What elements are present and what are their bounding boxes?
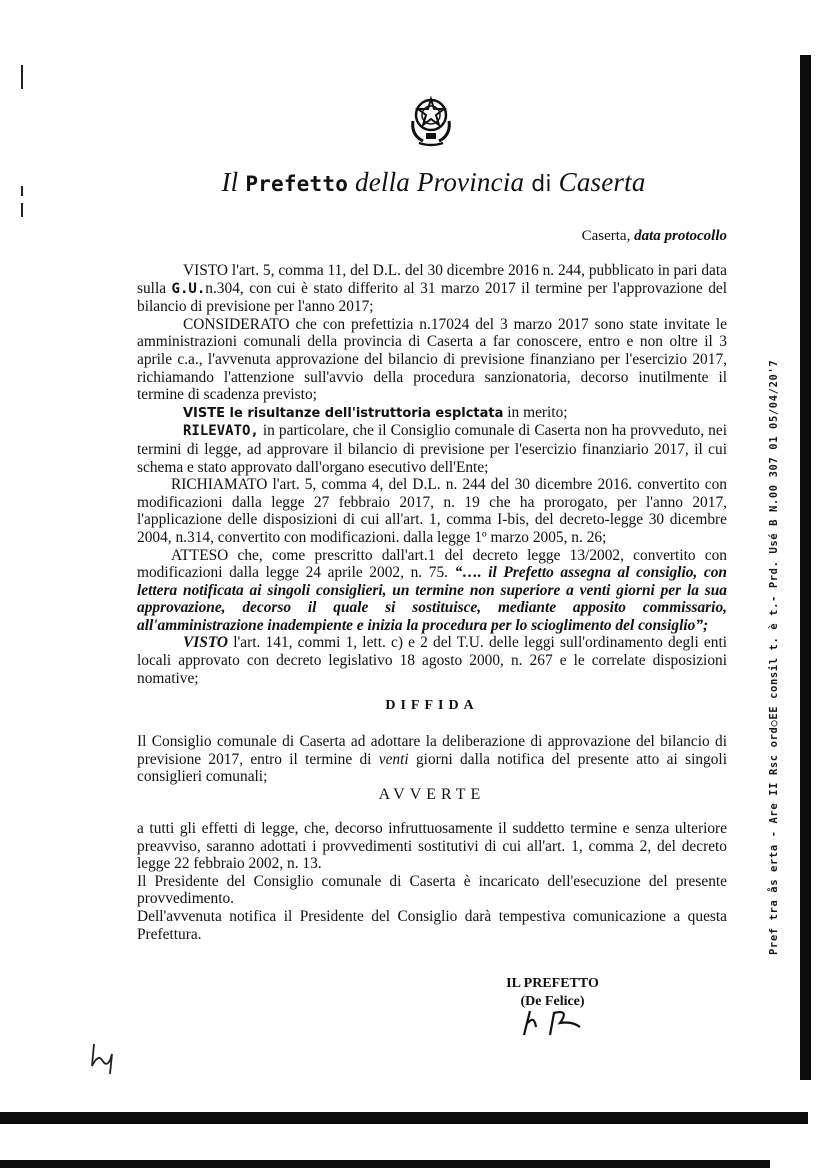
visto-label: VISTO [183,634,229,652]
protocol-stamp: Pref tra ås erta - Are II Rsc ord○EE consil t. è t.- Prd. Usé B N.00 307 01 05/04/20'7 [768,359,780,955]
avverte-section [137,820,727,943]
dateline-date: data protocollo [634,228,727,244]
dateline-place: Caserta, [581,228,631,244]
paragraph-richiamato [137,476,727,546]
signature-name: (De Felice) [520,994,585,1009]
paragraph-atteso [137,547,727,635]
dateline [582,228,727,245]
diffida-text-part: giorni dalla notifica del presente atto ai singoli consiglieri comunali; [137,750,727,786]
title-della-provincia: della Provincia [355,167,525,197]
scan-right-border [800,55,811,1080]
avverte-paragraph-1: a tutti gli effetti di legge, che, decorso infruttuosamente il suddetto termine e senza ulteriore preavviso, saranno adottati i provvedimenti sostitutivi di cui all'art. 1, comma 2, del decreto legge 22 febbraio 2002, n. 13. [137,820,727,873]
document-title [0,167,827,198]
paragraph-text: in merito; [507,403,568,421]
gazzetta-ufficiale-abbrev: G.U. [171,280,206,297]
signature-title: IL PREFETTO [506,976,599,991]
paragraph-visto-art5 [137,262,727,316]
scan-bottom-border [0,1112,808,1124]
paragraph-text: VISTE le risultanze dell'istruttoria esplctata [183,405,504,421]
scan-bottom-border-lower [0,1160,770,1168]
diffida-days: venti [378,750,409,768]
paragraph-text: RICHIAMATO l'art. 5, comma 4, del D.L. n. 244 del 30 dicembre 2016. convertito con modificazioni dalla legge 27 febbraio 2017, n. 19 che ha prorogato, per l'anno 2017, l'applicazione delle disposizioni di cui all'art. 1, comma I-bis, del decreto-legge 30 dicembre 2004, n.314, convertito con modificazioni. dalla legge 1º marzo 2005, n. 26; [137,476,727,546]
scan-margin-mark [21,203,23,217]
paragraph-considerato [137,316,727,404]
avverte-paragraph-3: Dell'avvenuta notifica il Presidente del Consiglio darà tempestiva comunicazione a questa Prefettura. [137,907,727,943]
paragraph-text: ATTESO che, come prescritto dall'art.1 del decreto legge 13/2002, convertito con modificazioni dalla legge 24 aprile 2002, n. 75. [137,546,727,582]
paragraph-text: n.304, con cui è stato differito al 31 marzo 2017 il termine per l'approvazione del bilancio di previsione per l'anno 2017; [137,279,727,316]
diffida-text-part: Il Consiglio comunale di Caserta ad adottare la deliberazione di approvazione del bilancio di previsione 2017, entro il termine di [137,733,727,768]
paragraph-text: in particolare, che il Consiglio comunale di Caserta non ha provveduto, nei termini di legge, ad approvare il bilancio di previsione per l'esercizio finanziario 2017, il cui schema e stato approvato dall'organo esecutivo dell'Ente; [137,422,727,476]
paragraph-visto-art141 [137,634,727,687]
diffida-heading: DIFFIDA [385,698,479,713]
law-quotation: “…. il Prefetto assegna al consiglio, con lettera notificata ai singoli consiglieri, un termine non superiore a venti giorni per la sua approvazione, decorso il quale si sostituisce, mediante apposito commissario, all'amministrazione inadempiente e inizia la procedura per lo scioglimento del consiglio”; [137,564,727,634]
paragraph-text: CONSIDERATO che con prefettizia n.17024 del 3 marzo 2017 sono state invitate le amministrazioni comunali della provincia di Caserta a far conoscere, entro e non oltre il 3 aprile c.a., l'avvenuta approvazione del bilancio di previsione finanziano per l'esercizio 2017, richiamando l'attenzione sull'avvio della procedura sanzionatoria, decorso inutilmente il termine di scadenza previsto; [137,315,727,404]
avverte-paragraph-2: Il Presidente del Consiglio comunale di Caserta è incaricato dell'esecuzione del presente provvedimento. [137,872,727,908]
title-il: Il [221,167,239,197]
title-prefetto: Prefetto [245,172,349,196]
rilevato-label: RILEVATO, [183,423,259,440]
paragraph-text: l'art. 141, commi 1, lett. c) e 2 del T.U. delle leggi sull'ordinamento degli enti locali approvato con decreto legislativo 18 agosto 2000, n. 267 e le correlate disposizioni nomative; [137,634,727,687]
paragraph-text: VISTO l'art. 5, comma 11, del D.L. del 30 dicembre 2016 n. 244, pubblicato in pari data sulla [137,262,727,297]
title-di: di [531,172,552,197]
paragraph-rilevato [137,422,727,476]
paragraph-viste [137,404,727,423]
diffida-text [137,733,727,786]
handwritten-initial-icon [88,1040,124,1080]
title-caserta: Caserta [558,167,646,197]
avverte-heading: AVVERTE [378,786,486,803]
preamble [137,262,727,687]
handwritten-signature-icon [520,1005,592,1041]
scan-margin-mark [21,65,23,89]
italian-republic-emblem-icon [407,95,455,147]
